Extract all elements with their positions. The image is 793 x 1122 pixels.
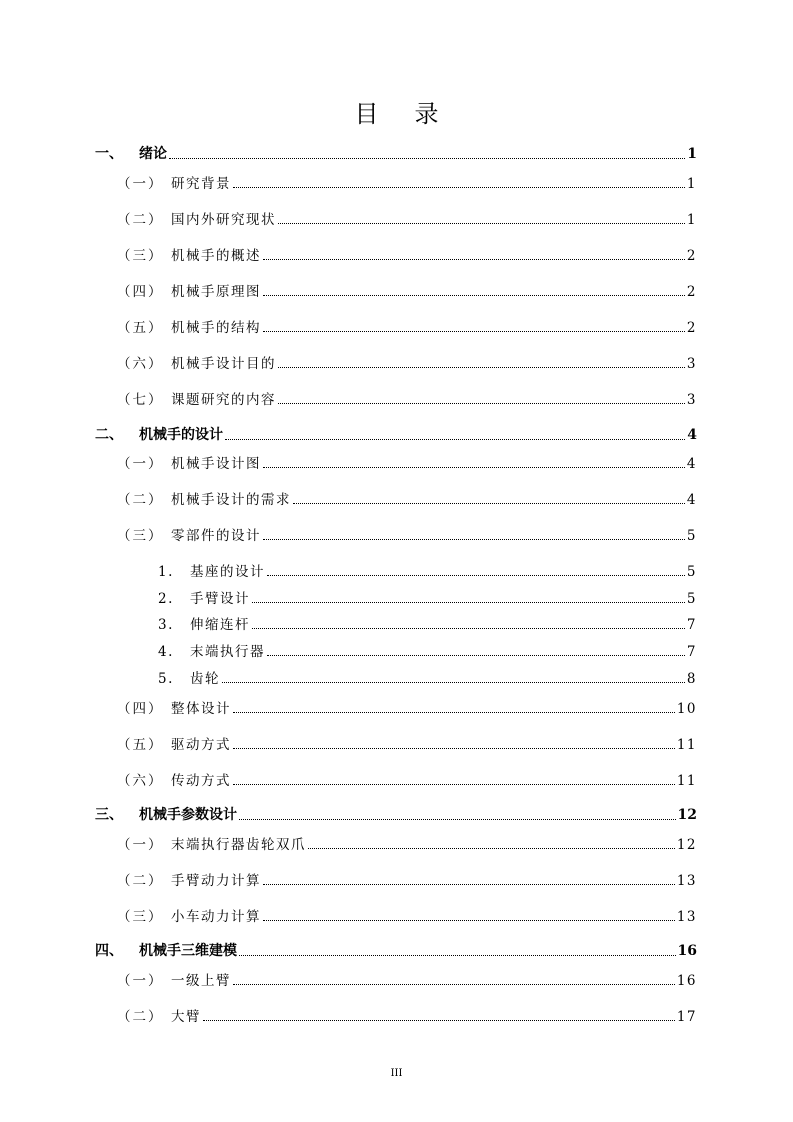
- toc-entry-number: （一）: [117, 176, 164, 192]
- toc-entry-label: 驱动方式: [171, 737, 231, 753]
- dot-leader: [293, 503, 685, 504]
- toc-entry-label: 传动方式: [171, 773, 231, 789]
- dot-leader: [225, 439, 685, 440]
- dot-leader: [278, 223, 685, 224]
- toc-entry-page: 3: [686, 356, 697, 372]
- dot-leader: [239, 819, 676, 820]
- toc-entry-label: 机械手设计图: [171, 456, 261, 472]
- dot-leader: [267, 575, 685, 576]
- toc-entry-label: 齿轮: [190, 671, 220, 687]
- toc-entry[interactable]: [117, 733, 697, 753]
- toc-entry-label: 机械手三维建模: [139, 943, 237, 959]
- toc-entry-number: （四）: [117, 701, 164, 717]
- toc-entry-page: 8: [686, 671, 697, 687]
- toc-entry-number: （三）: [117, 248, 164, 264]
- dot-leader: [263, 467, 685, 468]
- dot-leader: [263, 295, 685, 296]
- dot-leader: [267, 655, 685, 656]
- toc-entry-page: 13: [676, 873, 697, 889]
- toc-entry-page: 5: [686, 591, 697, 607]
- toc-entry-page: 1: [686, 212, 697, 228]
- toc-entry[interactable]: [117, 388, 697, 408]
- toc-entry-label: 机械手的设计: [139, 427, 223, 443]
- toc-entry-page: 11: [676, 737, 697, 753]
- toc-entry-number: 1.: [158, 564, 174, 580]
- toc-entry[interactable]: [158, 640, 697, 660]
- toc-entry-number: （六）: [117, 356, 164, 372]
- toc-entry-page: 5: [686, 564, 697, 580]
- dot-leader: [278, 403, 685, 404]
- dot-leader: [263, 331, 685, 332]
- title-char: 目: [354, 100, 379, 128]
- title-char: 录: [414, 100, 439, 128]
- dot-leader: [263, 920, 675, 921]
- toc-entry-number: 5.: [158, 671, 174, 687]
- toc-entry[interactable]: [95, 804, 697, 824]
- toc-entry-number: （一）: [117, 456, 164, 472]
- toc-entry-number: 2.: [158, 591, 174, 607]
- toc-entry-label: 末端执行器: [190, 644, 265, 660]
- page-number: III: [390, 1068, 403, 1079]
- toc-entry-number: 一、: [95, 146, 123, 162]
- toc-entry[interactable]: [117, 488, 697, 508]
- toc-entry-number: （一）: [117, 973, 164, 989]
- toc-entry-page: 10: [676, 701, 697, 717]
- toc-entry-label: 伸缩连杆: [190, 617, 250, 633]
- toc-entry-page: 4: [687, 427, 697, 443]
- toc-entry[interactable]: [117, 524, 697, 544]
- toc-entry-page: 12: [676, 837, 697, 853]
- dot-leader: [203, 1020, 675, 1021]
- toc-entry[interactable]: [95, 940, 697, 960]
- toc-entry-page: 17: [676, 1009, 697, 1025]
- toc-entry-page: 4: [686, 492, 697, 508]
- dot-leader: [222, 682, 685, 683]
- toc-entry[interactable]: [117, 280, 697, 300]
- toc-entry[interactable]: [95, 143, 697, 163]
- toc-entry-label: 研究背景: [171, 176, 231, 192]
- toc-entry-page: 1: [687, 146, 697, 162]
- dot-leader: [233, 712, 675, 713]
- toc-entry-label: 末端执行器齿轮双爪: [171, 837, 306, 853]
- toc-entry-page: 5: [686, 528, 697, 544]
- toc-entry[interactable]: [117, 172, 697, 192]
- page-title: [0, 94, 793, 129]
- dot-leader: [308, 848, 675, 849]
- dot-leader: [263, 539, 685, 540]
- toc-entry-page: 1: [686, 176, 697, 192]
- toc-entry[interactable]: [158, 587, 697, 607]
- toc-entry[interactable]: [158, 613, 697, 633]
- toc-entry-label: 机械手设计目的: [171, 356, 276, 372]
- dot-leader: [263, 259, 685, 260]
- toc-entry-label: 大臂: [171, 1009, 201, 1025]
- toc-entry-number: 三、: [95, 807, 123, 823]
- toc-entry-page: 4: [686, 456, 697, 472]
- toc-entry-label: 机械手参数设计: [139, 807, 237, 823]
- toc-entry-number: （六）: [117, 773, 164, 789]
- toc-entry-page: 7: [686, 617, 697, 633]
- toc-entry-page: 16: [677, 943, 697, 959]
- toc-entry-page: 2: [686, 248, 697, 264]
- toc-entry[interactable]: [117, 697, 697, 717]
- dot-leader: [278, 367, 685, 368]
- toc-entry-label: 机械手设计的需求: [171, 492, 291, 508]
- toc-entry[interactable]: [117, 208, 697, 228]
- toc-entry-label: 机械手的结构: [171, 320, 261, 336]
- toc-entry-number: 四、: [95, 943, 123, 959]
- dot-leader: [263, 884, 675, 885]
- toc-entry[interactable]: [158, 560, 697, 580]
- toc-entry-number: （二）: [117, 873, 164, 889]
- toc-entry[interactable]: [117, 352, 697, 372]
- toc-entry-page: 7: [686, 644, 697, 660]
- toc-entry-label: 课题研究的内容: [171, 392, 276, 408]
- toc-entry[interactable]: [158, 667, 697, 687]
- dot-leader: [233, 784, 675, 785]
- dot-leader: [233, 984, 675, 985]
- toc-entry-page: 3: [686, 392, 697, 408]
- toc-entry-page: 12: [677, 807, 697, 823]
- toc-entry-page: 2: [686, 320, 697, 336]
- toc-entry-page: 11: [676, 773, 697, 789]
- toc-entry[interactable]: [117, 905, 697, 925]
- dot-leader: [233, 187, 685, 188]
- toc-entry-label: 手臂动力计算: [171, 873, 261, 889]
- toc-entry-label: 整体设计: [171, 701, 231, 717]
- toc-entry-number: 4.: [158, 644, 174, 660]
- toc-entry[interactable]: [117, 244, 697, 264]
- toc-entry[interactable]: [117, 769, 697, 789]
- toc-entry[interactable]: [117, 969, 697, 989]
- toc-entry-number: （二）: [117, 1009, 164, 1025]
- toc-entry-number: （二）: [117, 212, 164, 228]
- toc-entry-label: 国内外研究现状: [171, 212, 276, 228]
- toc-entry-number: （七）: [117, 392, 164, 408]
- toc-entry-label: 一级上臂: [171, 973, 231, 989]
- toc-entry-number: 二、: [95, 427, 123, 443]
- toc-entry-number: （三）: [117, 528, 164, 544]
- toc-entry-label: 机械手的概述: [171, 248, 261, 264]
- toc-entry-page: 13: [676, 909, 697, 925]
- toc-entry[interactable]: [117, 452, 697, 472]
- toc-entry-label: 绪论: [139, 146, 167, 162]
- toc-entry-label: 机械手原理图: [171, 284, 261, 300]
- toc-entry-number: （四）: [117, 284, 164, 300]
- toc-entry-number: 3.: [158, 617, 174, 633]
- dot-leader: [233, 748, 675, 749]
- toc-entry[interactable]: [117, 869, 697, 889]
- toc-entry[interactable]: [117, 316, 697, 336]
- toc-entry-label: 小车动力计算: [171, 909, 261, 925]
- toc-entry[interactable]: [117, 1005, 697, 1025]
- toc-entry-number: （三）: [117, 909, 164, 925]
- toc-entry-number: （一）: [117, 837, 164, 853]
- toc-entry-page: 2: [686, 284, 697, 300]
- toc-entry-page: 16: [676, 973, 697, 989]
- toc-entry-label: 零部件的设计: [171, 528, 261, 544]
- toc-entry-label: 基座的设计: [190, 564, 265, 580]
- toc-entry-number: （五）: [117, 737, 164, 753]
- toc-entry[interactable]: [117, 833, 697, 853]
- dot-leader: [252, 628, 685, 629]
- dot-leader: [252, 602, 685, 603]
- dot-leader: [239, 955, 676, 956]
- toc-entry-number: （五）: [117, 320, 164, 336]
- toc-entry[interactable]: [95, 424, 697, 444]
- toc-entry-number: （二）: [117, 492, 164, 508]
- dot-leader: [169, 158, 685, 159]
- toc-entry-label: 手臂设计: [190, 591, 250, 607]
